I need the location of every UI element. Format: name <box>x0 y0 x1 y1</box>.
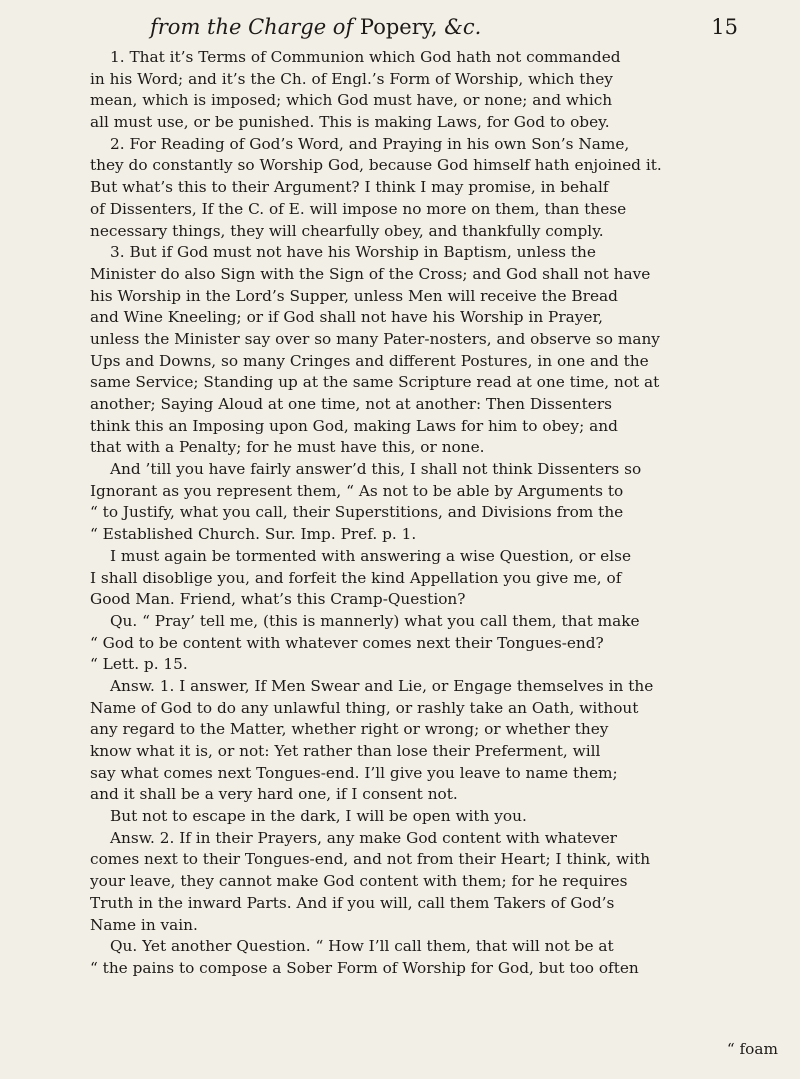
text-line: I must again be tormented with answering a wise Question, or else <box>110 546 632 565</box>
text-line: his Worship in the Lord’s Supper, unless Men will receive the Bread <box>90 286 618 305</box>
text-line: think this an Imposing upon God, making Laws for him to obey; and <box>90 416 618 435</box>
text-line: Qu. Yet another Question. “ How I’ll call them, that will not be at <box>110 937 614 956</box>
text-line: they do constantly so Worship God, because God himself hath enjoined it. <box>90 156 662 175</box>
text-line: same Service; Standing up at the same Scripture read at one time, not at <box>90 373 660 392</box>
body-text <box>90 47 760 980</box>
text-line: Name in vain. <box>90 915 198 934</box>
text-line: “ to Justify, what you call, their Superstitions, and Divisions from the <box>90 503 624 522</box>
text-line: But what’s this to their Argument? I think I may promise, in behalf <box>90 178 609 197</box>
text-line: know what it is, or not: Yet rather than lose their Preferment, will <box>90 742 601 760</box>
title-plain: Popery, <box>359 15 438 39</box>
text-line: I shall disoblige you, and forfeit the kind Appellation you give me, of <box>90 568 622 587</box>
catchword: “ foam <box>726 1040 778 1058</box>
title-etc: &c. <box>444 15 482 39</box>
text-line: “ the pains to compose a Sober Form of Worship for God, but too often <box>90 958 639 977</box>
running-title <box>150 12 481 42</box>
text-line: and Wine Kneeling; or if God shall not have his Worship in Prayer, <box>90 308 603 327</box>
text-line: “ Established Church. Sur. Imp. Pref. p. 1. <box>90 525 417 544</box>
text-line: 1. That it’s Terms of Communion which God hath not commanded <box>110 48 621 66</box>
text-line: 2. For Reading of God’s Word, and Praying in his own Son’s Name, <box>110 134 630 153</box>
text-line: Ignorant as you represent them, “ As not to be able by Arguments to <box>90 481 624 500</box>
text-line: say what comes next Tongues-end. I’ll give you leave to name them; <box>90 763 618 782</box>
text-line: Good Man. Friend, what’s this Cramp-Question? <box>90 590 466 609</box>
text-line: Minister do also Sign with the Sign of the Cross; and God shall not have <box>90 264 651 283</box>
text-line: your leave, they cannot make God content with them; for he requires <box>90 872 628 891</box>
page-number: 15 <box>711 15 738 39</box>
text-line: of Dissenters, If the C. of E. will impose no more on them, than these <box>90 199 627 218</box>
text-line: But not to escape in the dark, I will be open with you. <box>110 807 527 826</box>
text-line: another; Saying Aloud at one time, not at another: Then Dissenters <box>90 395 612 413</box>
text-line: that with a Penalty; for he must have this, or none. <box>90 438 485 457</box>
text-line: “ God to be content with whatever comes next their Tongues-end? <box>90 633 604 652</box>
text-line: in his Word; and it’s the Ch. of Engl.’s Form of Worship, which they <box>90 69 613 88</box>
text-line: all must use, or be punished. This is making Laws, for God to obey. <box>90 113 610 132</box>
text-line: “ Lett. p. 15. <box>90 655 188 674</box>
running-header <box>150 12 750 42</box>
text-line: necessary things, they will chearfully obey, and thankfully comply. <box>90 221 604 240</box>
text-line: unless the Minister say over so many Pater-nosters, and observe so many <box>90 329 660 348</box>
text-line: Ups and Downs, so many Cringes and different Postures, in one and the <box>90 351 649 370</box>
text-line: and it shall be a very hard one, if I consent not. <box>90 785 458 804</box>
text-line: And ’till you have fairly answer’d this, I shall not think Dissenters so <box>110 460 642 479</box>
text-line: mean, which is imposed; which God must have, or none; and which <box>90 91 613 110</box>
text-line: comes next to their Tongues-end, and not from their Heart; I think, with <box>90 850 651 869</box>
title-italic: from the Charge of <box>150 15 354 39</box>
text-line: Name of God to do any unlawful thing, or rashly take an Oath, without <box>90 698 639 717</box>
text-line: Answ. 1. I answer, If Men Swear and Lie, or Engage themselves in the <box>110 676 654 695</box>
text-line: any regard to the Matter, whether right or wrong; or whether they <box>90 720 609 739</box>
text-line: Truth in the inward Parts. And if you will, call them Takers of God’s <box>90 893 615 912</box>
text-line: 3. But if God must not have his Worship in Baptism, unless the <box>110 243 596 262</box>
text-line: Answ. 2. If in their Prayers, any make God content with whatever <box>110 828 617 847</box>
text-line: Qu. “ Pray’ tell me, (this is mannerly) what you call them, that make <box>110 611 640 630</box>
